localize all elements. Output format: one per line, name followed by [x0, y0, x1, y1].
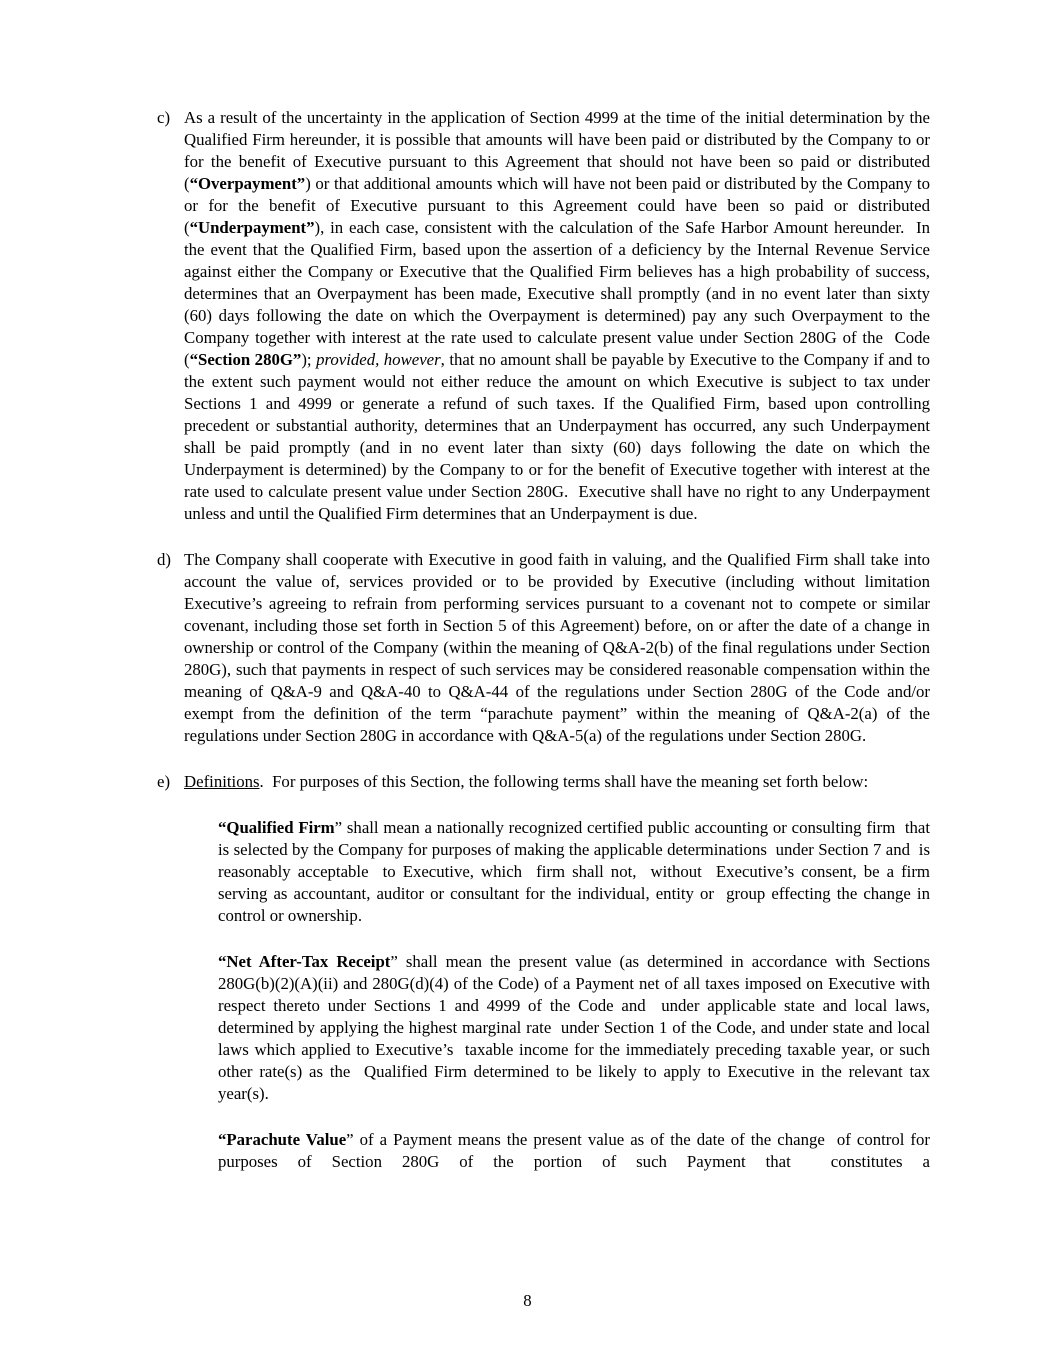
text-run: ” shall mean the present value (as determined in accordance with Sections 280G(b)(2)(A)(ii) and 280G(d)(4) of the Code) of a Payment net of all taxes imposed on Executive with respect thereto under Sections 1 and 4999 of the Code and under applicable state and local laws, determined by applying the highest marginal rate under Section 1 of the Code, and under state and local laws which applied to Executive’s taxable income for the immediately preceding taxable year, or such other rate(s) as the Qualified Firm determined to be likely to apply to Executive in the relevant tax year(s).: [218, 952, 935, 1103]
definition-paragraph: [218, 817, 935, 927]
text-run: “Net After-Tax Receipt: [218, 952, 391, 971]
definition-paragraph: [218, 951, 935, 1105]
list-item-e: [157, 771, 930, 793]
text-run: “Overpayment”: [189, 174, 306, 193]
text-run: “Underpayment”: [189, 218, 315, 237]
paragraph-text: [184, 549, 935, 747]
text-run: . For purposes of this Section, the following terms shall have the meaning set forth below:: [259, 772, 869, 791]
text-run: ), in each case, consistent with the calculation of the Safe Harbor Amount hereunder. In the event that the Qualified Firm, based upon the assertion of a deficiency by the Internal Revenue Service against either the Company or Executive that the Qualified Firm believes has a high probability of success, determines that an Overpayment has been made, Executive shall promptly (and in no event later than sixty (60) days following the date on which the Overpayment is determined) pay any such Overpayment to the Company together with interest at the rate used to calculate present value under Section 280G of the Code (: [184, 218, 935, 369]
text-run: “Section 280G”: [189, 350, 302, 369]
text-run: );: [301, 350, 317, 369]
text-run: The Company shall cooperate with Executive in good faith in valuing, and the Qualified Firm shall take into account the value of, services provided or to be provided by Executive (including without limitation Executive’s agreeing to refrain from performing services pursuant to a covenant not to compete or similar covenant, including those set forth in Section 5 of this Agreement) before, on or after the date of a change in ownership or control of the Company (within the meaning of Q&A-2(b) of the final regulations under Section 280G), such that payments in respect of such services may be considered reasonable compensation within the meaning of Q&A-9 and Q&A-40 to Q&A-44 of the regulations under Section 280G of the Code and/or exempt from the definition of the term “parachute payment” within the meaning of Q&A-2(a) of the regulations under Section 280G in accordance with Q&A-5(a) of the regulations under Section 280G.: [184, 550, 935, 745]
text-run: ” shall mean a nationally recognized certified public accounting or consulting firm that is selected by the Company for purposes of making the applicable determinations under Section 7 and is reasonably acceptable to Executive, which firm shall not, without Executive’s consent, be a firm serving as accountant, auditor or consultant for the individual, entity or group effecting the change in control or ownership.: [218, 818, 935, 925]
document-body: [157, 107, 935, 1173]
text-run: Definitions: [184, 772, 260, 791]
text-run: , that no amount shall be payable by Executive to the Company if and to the extent such payment would not either reduce the amount on which Executive is subject to tax under Sections 1 and 4999 or generate a refund of such taxes. If the Qualified Firm, based upon controlling precedent or substantial authority, determines that an Underpayment has occurred, any such Underpayment shall be paid promptly (and in no event later than sixty (60) days following the date on which the Underpayment is determined) by the Company to or for the benefit of Executive together with interest at the rate used to calculate present value under Section 280G. Executive shall have no right to any Underpayment unless and until the Qualified Firm determines that an Underpayment is due.: [184, 350, 935, 523]
paragraph-text: [184, 107, 935, 525]
paragraph-text: [184, 771, 930, 793]
page-number: 8: [523, 1291, 532, 1310]
text-run: ) or that additional amounts which will have not been paid or distributed by the Company to or for the benefit of Executive pursuant to this Agreement could have been so paid or distributed (: [184, 174, 935, 237]
text-run: provided, however: [316, 350, 441, 369]
paragraph-text: [218, 951, 935, 1105]
paragraph-text: [218, 1129, 935, 1173]
list-item-d: [157, 549, 935, 747]
text-run: “Parachute Value: [218, 1130, 347, 1149]
paragraph-text: [218, 817, 935, 927]
definition-paragraph: [218, 1129, 935, 1173]
text-run: As a result of the uncertainty in the application of Section 4999 at the time of the initial determination by the Qualified Firm hereunder, it is possible that amounts will have been paid or distributed by the Company to or for the benefit of Executive pursuant to this Agreement that should not have been so paid or distributed (: [184, 108, 935, 193]
list-item-c: [157, 107, 935, 525]
text-run: ” of a Payment means the present value as of the date of the change of control for purposes of Section 280G of the portion of such Payment that constitutes a: [218, 1130, 935, 1171]
list-marker: e): [157, 772, 171, 791]
text-run: “Qualified Firm: [218, 818, 335, 837]
list-marker: d): [157, 550, 171, 569]
list-marker: c): [157, 108, 171, 127]
